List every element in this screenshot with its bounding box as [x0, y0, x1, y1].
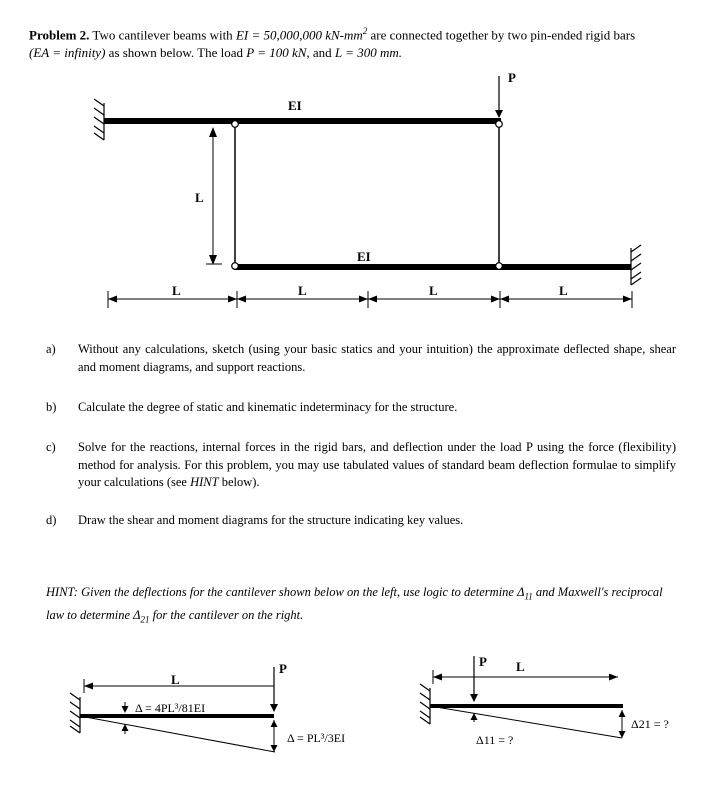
question-d-label: d)	[46, 513, 57, 527]
hint-text-1: HINT: Given the deflections for the cantilever shown below on the left, use logic to determine Δ	[46, 585, 525, 599]
left-fixed-support	[94, 99, 104, 140]
hint-sub-11: 11	[524, 591, 533, 602]
pin-bottom-right	[496, 263, 503, 270]
question-c-text	[78, 439, 676, 492]
hint-left-support	[70, 693, 80, 733]
hint-paragraph	[46, 583, 676, 628]
hint-right-d11: Δ11 = ?	[476, 733, 514, 747]
vertical-dimension-label: L	[195, 190, 204, 205]
question-a-label: a)	[46, 342, 56, 356]
pin-bottom-left	[232, 263, 239, 270]
hint-right-d21: Δ21 = ?	[631, 717, 669, 731]
pin-top-right	[496, 121, 503, 128]
right-fixed-support	[631, 245, 641, 285]
hint-left-deflected-shape	[80, 716, 275, 752]
question-c	[46, 439, 676, 492]
hint-left-tip-deflection: Δ = PL³/3EI	[287, 731, 346, 745]
hint-sub-21: 21	[140, 614, 150, 624]
statement-text-2: are connected together by two pin-ended rigid bars	[367, 27, 636, 43]
question-c-text-2: below).	[218, 475, 260, 489]
question-b-label: b)	[46, 400, 57, 414]
top-beam	[104, 118, 501, 124]
hint-text-3: for the cantilever on the right.	[149, 607, 304, 622]
load-value: P = 100 kN,	[246, 45, 310, 61]
hint-right-beam	[430, 704, 623, 708]
ei-value: EI = 50,000,000 kN-mm	[235, 27, 363, 43]
hint-right-support	[420, 684, 430, 724]
span-label-4: L	[559, 283, 568, 298]
question-a	[46, 341, 676, 376]
span-label-1: L	[172, 283, 181, 298]
ei-exponent: 2	[362, 26, 368, 36]
hint-left-span-label: L	[171, 672, 180, 687]
statement-text-3: as shown below. The load	[105, 45, 247, 61]
top-beam-ei-label: EI	[288, 98, 302, 113]
hint-right-load-label: P	[479, 654, 487, 669]
problem-number: Problem 2.	[29, 27, 90, 43]
ea-value: (EA = infinity)	[29, 45, 106, 61]
question-c-hint-ref: HINT	[190, 475, 219, 489]
question-c-label: c)	[46, 440, 56, 454]
question-b	[46, 399, 676, 417]
question-a-text: Without any calculations, sketch (using your basic statics and your intuition) the approximate deflected shape, shear and moment diagrams, and support reactions.	[78, 342, 676, 374]
span-label-2: L	[298, 283, 307, 298]
bottom-beam	[234, 264, 631, 270]
pin-top-left	[232, 121, 239, 128]
statement-text-1: Two cantilever beams with	[89, 27, 236, 43]
question-d	[46, 512, 676, 530]
hint-right-deflected-shape	[430, 706, 622, 738]
bottom-beam-ei-label: EI	[357, 249, 371, 264]
length-value: L = 300 mm.	[334, 45, 402, 61]
hint-left-load-label: P	[279, 661, 287, 676]
question-b-text: Calculate the degree of static and kinematic indeterminacy for the structure.	[78, 400, 458, 414]
span-label-3: L	[429, 283, 438, 298]
hint-right-span-label: L	[516, 659, 525, 674]
statement-text-4: and	[309, 45, 335, 61]
load-label: P	[508, 70, 516, 85]
hint-left-mid-deflection: Δ = 4PL³/81EI	[135, 701, 206, 715]
hint-text-2: and Maxwell's reciprocal law to determine Δ	[46, 585, 663, 622]
question-c-text-1: Solve for the reactions, internal forces in the rigid bars, and deflection under the load P using the force (flexibility) method for analysis. For this problem, you may use tabulated values of standard beam deflection formulae to simplify your calculations (see	[78, 440, 676, 489]
question-d-text: Draw the shear and moment diagrams for the structure indicating key values.	[78, 513, 464, 527]
